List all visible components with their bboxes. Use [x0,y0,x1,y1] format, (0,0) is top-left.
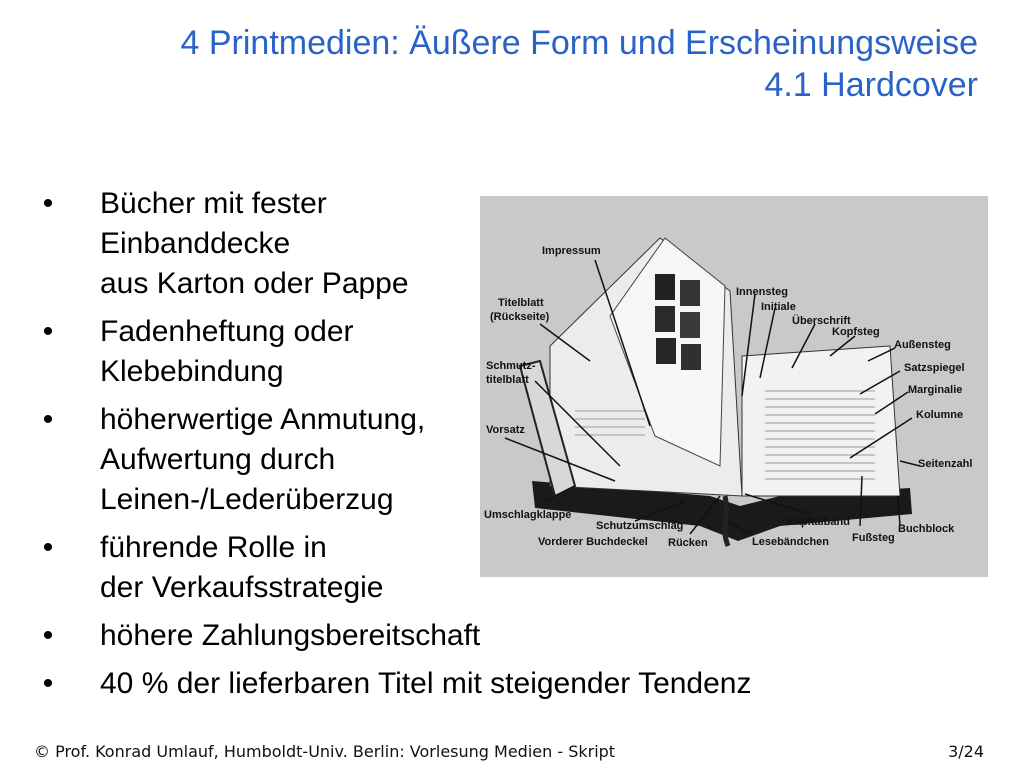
label-ruecken: Rücken [668,537,708,549]
label-titelblatt-line-1: Titelblatt [498,297,544,309]
label-umschlagklappe: Umschlagklappe [484,509,572,521]
hardcover-book-figure [480,196,988,577]
label-fusssteg: Fußsteg [852,532,895,544]
page-photo [680,312,700,338]
bullet-item [38,664,938,704]
label-innensteg: Innensteg [736,286,788,298]
page-photo [680,280,700,306]
label-impressum: Impressum [542,245,601,257]
bullet-dot: • [42,315,54,348]
right-page [742,346,900,496]
page-photo [656,338,676,364]
bullet-dot: • [42,187,54,220]
bullet-text-line: aus Karton oder Pappe [100,267,409,300]
label-buchblock: Buchblock [898,523,955,535]
label-titelblatt-line-2: (Rückseite) [490,311,550,323]
bullet-text-line: Bücher mit fester [100,187,327,220]
bullet-text-line: höherwertige Anmutung, [100,403,426,436]
bullet-text-line: höhere Zahlungsbereitschaft [100,619,481,652]
bullet-text-line: Klebebindung [100,355,284,388]
label-vorderer-buchdeckel: Vorderer Buchdeckel [538,536,648,548]
bullet-dot: • [42,667,54,700]
label-initiale: Initiale [761,301,796,313]
ribbon-bookmark [725,496,728,546]
slide-title-line-2: 4.1 Hardcover [764,66,978,104]
slide-title-line-1: 4 Printmedien: Äußere Form und Erscheinungsweise [180,24,978,62]
label-kapitalband: Kapitalband [787,516,850,528]
bullet-text-line: Leinen-/Lederüberzug [100,483,394,516]
label-satzspiegel: Satzspiegel [904,362,965,374]
footer-page-number: 3/24 [948,742,984,761]
label-ueberschrift: Überschrift [792,315,851,327]
bullet-dot: • [42,403,54,436]
label-seitenzahl: Seitenzahl [918,458,973,470]
page-photo [655,274,675,300]
label-aussensteg: Außensteg [894,339,951,351]
label-schmutztitelblatt-line-2: titelblatt [486,374,529,386]
bullet-item [38,616,938,656]
bullet-text-line: 40 % der lieferbaren Titel mit steigender Tendenz [100,667,752,700]
label-marginalie: Marginalie [908,384,963,396]
bullet-text-line: Fadenheftung oder [100,315,354,348]
bullet-dot: • [42,619,54,652]
bullet-text-line: der Verkaufsstrategie [100,571,384,604]
label-schutzumschlag: Schutzumschlag [596,520,684,532]
bullet-text-line: führende Rolle in [100,531,327,564]
page-photo [681,344,701,370]
bullet-dot: • [42,531,54,564]
label-kolumne: Kolumne [916,409,964,421]
book-anatomy-diagram [480,196,988,577]
label-schmutztitelblatt-line-1: Schmutz- [486,360,536,372]
label-lesebaendchen: Lesebändchen [752,536,830,548]
label-vorsatz: Vorsatz [486,424,525,436]
label-kopfsteg: Kopfsteg [832,326,880,338]
footer-copyright: © Prof. Konrad Umlauf, Humboldt-Univ. Berlin: Vorlesung Medien - Skript [34,742,616,761]
bullet-text-line: Aufwertung durch [100,443,336,476]
page-photo [655,306,675,332]
slide-title [181,22,979,106]
bullet-text-line: Einbanddecke [100,227,291,260]
